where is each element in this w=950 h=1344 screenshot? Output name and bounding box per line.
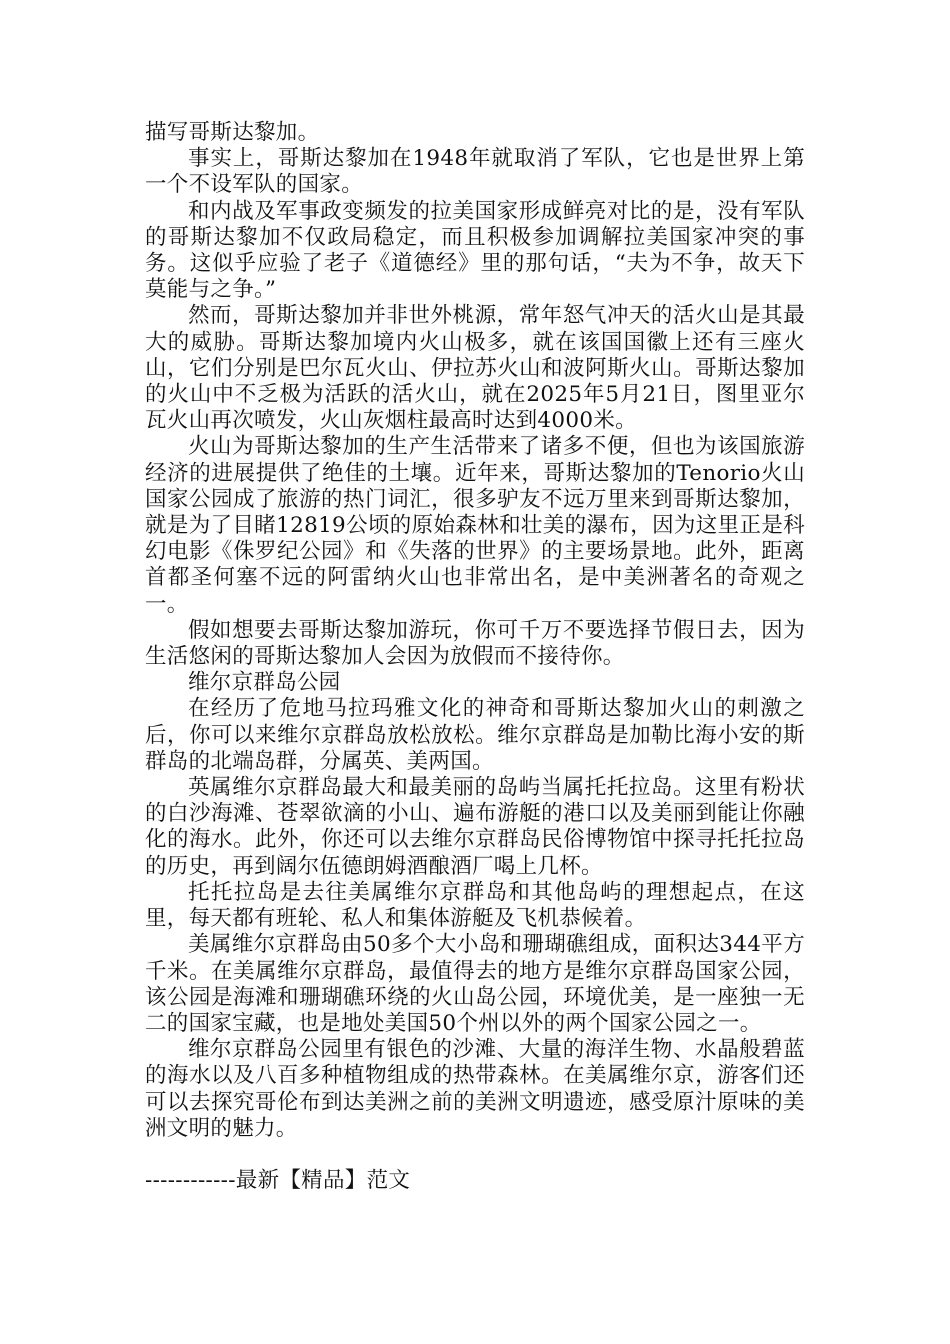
paragraph: 托托拉岛是去往美属维尔京群岛和其他岛屿的理想起点，在这里，每天都有班轮、私人和集体游艇及飞机恭候着。 xyxy=(145,879,805,932)
paragraph: 火山为哥斯达黎加的生产生活带来了诸多不便，但也为该国旅游经济的进展提供了绝佳的土壤。近年来，哥斯达黎加的Tenorio火山国家公园成了旅游的热门词汇，很多驴友不远万里来到哥斯达黎加，就是为了目睹12819公顷的原始森林和壮美的瀑布，因为这里正是科幻电影《侏罗纪公园》和《失落的世界》的主要场景地。此外，距离首都圣何塞不远的阿雷纳火山也非常出名，是中美洲著名的奇观之一。 xyxy=(145,434,805,617)
paragraph: 描写哥斯达黎加。 xyxy=(145,120,320,145)
paragraph: 然而，哥斯达黎加并非世外桃源，常年怒气冲天的活火山是其最大的威胁。哥斯达黎加境内火山极多，就在该国国徽上还有三座火山，它们分别是巴尔瓦火山、伊拉苏火山和波阿斯火山。哥斯达黎加的火山中不乏极为活跃的活火山，就在2025年5月21日，图里亚尔瓦火山再次喷发，火山灰烟柱最高时达到4000米。 xyxy=(145,303,805,434)
paragraph: 维尔京群岛公园里有银色的沙滩、大量的海洋生物、水晶般碧蓝的海水以及八百多种植物组成的热带森林。在美属维尔京，游客们还可以去探究哥伦布到达美洲之前的美洲文明遗迹，感受原汁原味的美洲文明的魅力。 xyxy=(145,1037,805,1141)
section-heading: 维尔京群岛公园 xyxy=(188,670,341,696)
paragraph: 英属维尔京群岛最大和最美丽的岛屿当属托托拉岛。这里有粉状的白沙海滩、苍翠欲滴的小山、遍布游艇的港口以及美丽到能让你融化的海水。此外，你还可以去维尔京群岛民俗博物馆中探寻托托拉岛的历史，再到阔尔伍德朗姆酒酿酒厂喝上几杯。 xyxy=(145,775,805,879)
paragraph: 和内战及军事政变频发的拉美国家形成鲜亮对比的是，没有军队的哥斯达黎加不仅政局稳定，而且积极参加调解拉美国家冲突的事务。这似乎应验了老子《道德经》里的那句话，“夫为不争，故天下莫能与之争。” xyxy=(145,198,805,303)
paragraph: 事实上，哥斯达黎加在1948年就取消了军队，它也是世界上第一个不设军队的国家。 xyxy=(145,146,805,198)
paragraph: 在经历了危地马拉玛雅文化的神奇和哥斯达黎加火山的刺激之后，你可以来维尔京群岛放松放松。维尔京群岛是加勒比海小安的斯群岛的北端岛群，分属英、美两国。 xyxy=(145,696,805,774)
document-body xyxy=(145,120,805,1142)
page-footer: ------------最新【精品】范文 xyxy=(145,1168,411,1193)
paragraph: 假如想要去哥斯达黎加游玩，你可千万不要选择节假日去，因为生活悠闲的哥斯达黎加人会因为放假而不接待你。 xyxy=(145,617,805,670)
paragraph: 美属维尔京群岛由50多个大小岛和珊瑚礁组成，面积达344平方千米。在美属维尔京群岛，最值得去的地方是维尔京群岛国家公园，该公园是海滩和珊瑚礁环绕的火山岛公园，环境优美，是一座独一无二的国家宝藏，也是地处美国50个州以外的两个国家公园之一。 xyxy=(145,932,805,1036)
